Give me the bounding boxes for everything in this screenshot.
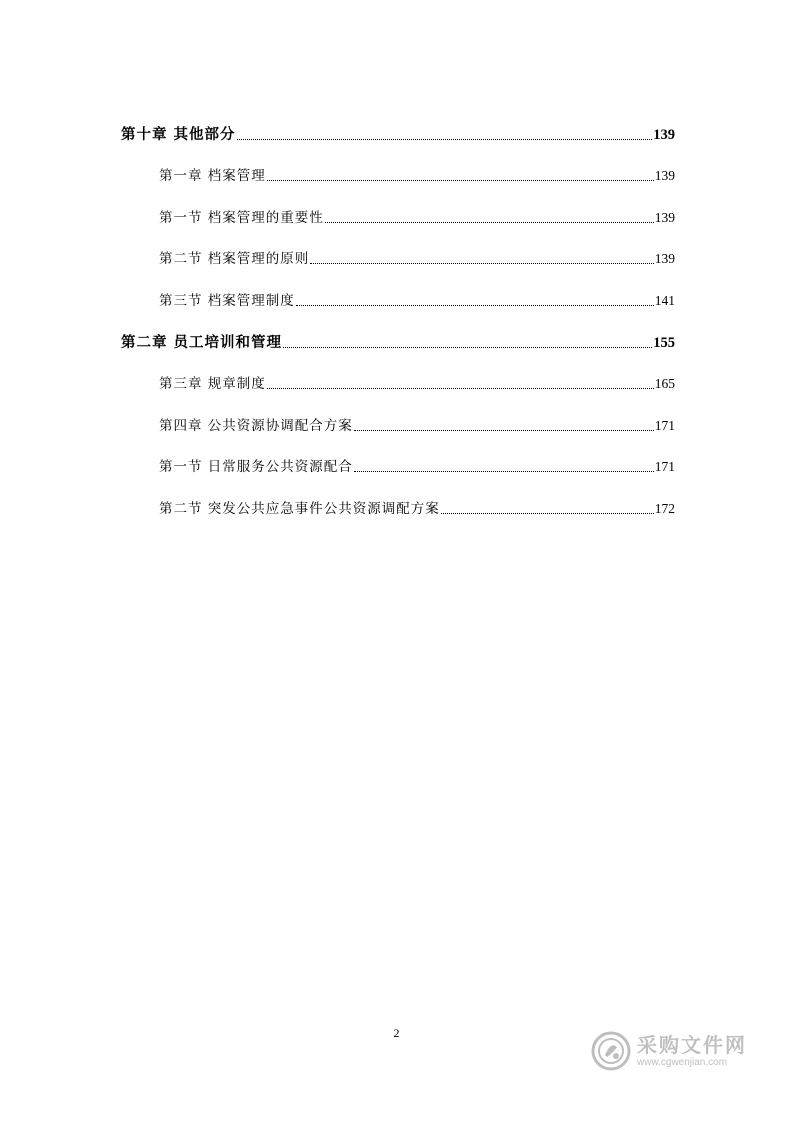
table-of-contents [121, 104, 675, 520]
toc-leader-dots [325, 222, 654, 223]
toc-entry-page: 171 [654, 417, 675, 433]
watermark-text [637, 1033, 747, 1069]
toc-entry-page: 139 [654, 209, 675, 225]
toc-entry-chapter-3[interactable] [121, 354, 675, 396]
toc-entry-label: 第一节 日常服务公共资源配合 [159, 459, 353, 476]
toc-entry-label: 第二节 突发公共应急事件公共资源调配方案 [159, 500, 440, 517]
cgwenjian-logo-icon [591, 1031, 631, 1071]
toc-leader-dots [267, 388, 654, 389]
toc-entry-label: 第一节 档案管理的重要性 [159, 209, 324, 226]
toc-entry-page: 155 [653, 334, 675, 351]
toc-entry-chapter-1[interactable] [121, 146, 675, 188]
toc-entry-section-2b[interactable] [121, 478, 675, 520]
toc-entry-page: 139 [654, 251, 675, 267]
toc-entry-page: 139 [653, 126, 675, 143]
toc-entry-label: 第四章 公共资源协调配合方案 [159, 417, 353, 434]
toc-entry-label: 第二节 档案管理的原则 [159, 251, 310, 268]
toc-entry-label: 第三节 档案管理制度 [159, 292, 295, 309]
toc-entry-page: 141 [654, 292, 675, 308]
toc-entry-chapter-10[interactable] [121, 104, 675, 146]
toc-entry-page: 171 [654, 459, 675, 475]
toc-leader-dots [283, 347, 652, 348]
toc-leader-dots [354, 471, 654, 472]
toc-entry-label: 第二章 员工培训和管理 [121, 333, 283, 351]
toc-leader-dots [354, 430, 654, 431]
toc-leader-dots [441, 513, 654, 514]
toc-entry-label: 第一章 档案管理 [159, 168, 266, 185]
toc-entry-section-3[interactable] [121, 270, 675, 312]
toc-entry-section-1b[interactable] [121, 437, 675, 479]
toc-entry-page: 172 [654, 500, 675, 516]
toc-leader-dots [237, 139, 653, 140]
toc-entry-section-2[interactable] [121, 229, 675, 271]
toc-entry-label: 第三章 规章制度 [159, 376, 266, 393]
page-number: 2 [393, 1026, 400, 1040]
toc-entry-section-1[interactable] [121, 187, 675, 229]
toc-entry-page: 139 [654, 168, 675, 184]
toc-entry-page: 165 [654, 376, 675, 392]
toc-leader-dots [310, 263, 653, 264]
watermark [591, 1028, 761, 1074]
watermark-title: 采购文件网 [637, 1033, 747, 1057]
toc-leader-dots [296, 305, 654, 306]
toc-entry-label: 第十章 其他部分 [121, 125, 236, 143]
toc-entry-chapter-2[interactable] [121, 312, 675, 354]
watermark-url: www.cgwenjian.com [637, 1057, 728, 1068]
toc-entry-chapter-4[interactable] [121, 395, 675, 437]
toc-leader-dots [267, 180, 654, 181]
